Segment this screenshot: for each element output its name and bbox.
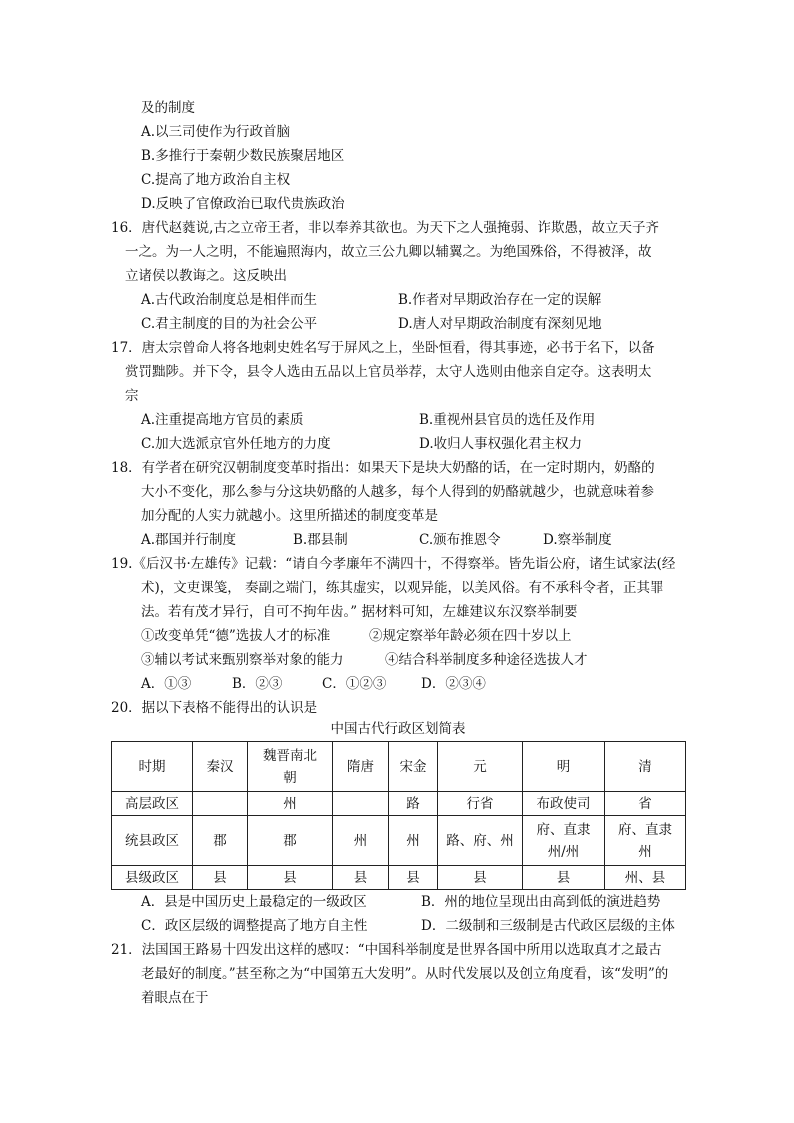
- q21-stem-line-3: 着眼点在于: [141, 990, 209, 1006]
- table-cell: 郡: [193, 816, 248, 866]
- header-cell: 隋唐: [333, 742, 389, 792]
- q15-stem-tail: 及的制度: [141, 100, 195, 116]
- table-cell: 统县政区: [112, 816, 193, 866]
- q18-stem-line-2: 大小不变化，那么参与分这块奶酪的人越多，每个人得到的奶酪就越少，也就意味着参: [141, 484, 654, 500]
- q17-stem-line-2: 赏罚黜陟。并下令，县令人选由五品以上官员举荐，太守人选则由他亲自定夺。这表明太: [125, 364, 652, 380]
- q18-option-a: A.郡国并行制度: [141, 532, 237, 548]
- q15-option-b: B.多推行于秦朝少数民族聚居地区: [141, 148, 345, 164]
- table-cell: 县: [248, 866, 333, 890]
- q17-option-b: B.重视州县官员的选任及作用: [419, 412, 596, 428]
- q18-stem-line-3: 加分配的人实力就越小。这里所描述的制度变革是: [141, 508, 438, 524]
- table-header-row: [112, 742, 686, 792]
- q19-stem-line-2: 术)，文吏课笺， 奏副之端门，练其虚实，以观异能，以美风俗。有不承科令者，正其罪: [141, 580, 664, 596]
- q19-option-b: B．②③: [232, 676, 283, 692]
- q16-stem-line-1: 16．唐代赵蕤说,古之立帝王者，非以奉养其欲也。为天下之人强掩弱、诈欺愚，故立天子齐: [111, 220, 659, 236]
- q20-option-c: C．政区层级的调整提高了地方自主性: [141, 918, 368, 934]
- q20-option-b: B．州的地位呈现出由高到低的演进趋势: [421, 894, 661, 910]
- header-cell: 魏晋南北朝: [248, 742, 333, 792]
- q19-option-d: D．②③④: [421, 676, 486, 692]
- q15-option-d: D.反映了官僚政治已取代贵族政治: [141, 196, 345, 212]
- header-cell: 宋金: [389, 742, 438, 792]
- q15-option-a: A.以三司使作为行政首脑: [141, 124, 291, 140]
- q17-option-a: A.注重提高地方官员的素质: [141, 412, 304, 428]
- q19-statement-1: ①改变单凭“德”选拔人才的标准: [141, 628, 331, 644]
- q16-option-b: B.作者对早期政治存在一定的误解: [398, 292, 602, 308]
- table-row: [112, 816, 686, 866]
- q15-option-c: C.提高了地方政治自主权: [141, 172, 291, 188]
- header-cell: 秦汉: [193, 742, 248, 792]
- table-cell: 州、县: [605, 866, 686, 890]
- q20-option-d: D．二级制和三级制是古代政区层级的主体: [421, 918, 675, 934]
- header-cell: 清: [605, 742, 686, 792]
- table-cell: [193, 792, 248, 816]
- table-cell: 郡: [248, 816, 333, 866]
- q19-stem-line-1: 19.《后汉书·左雄传》记载：“请自今孝廉年不满四十，不得察举。皆先诣公府，诸生试家法(经: [111, 556, 676, 572]
- table-cell: 县: [389, 866, 438, 890]
- q19-statement-4: ④结合科举制度多种途径选拔人才: [385, 652, 588, 668]
- table-cell: 布政使司: [523, 792, 605, 816]
- table-row: [112, 792, 686, 816]
- table-cell: 县级政区: [112, 866, 193, 890]
- table-cell: 县: [193, 866, 248, 890]
- q17-option-d: D.收归人事权强化君主权力: [419, 436, 583, 452]
- admin-division-table: [111, 741, 686, 890]
- q16-stem-line-2: 一之。为一人之明，不能遍照海内，故立三公九卿以辅翼之。为绝国殊俗，不得被泽，故: [125, 244, 652, 260]
- q16-stem-line-3: 立诸侯以教诲之。这反映出: [125, 268, 287, 284]
- table-cell: 路、府、州: [438, 816, 523, 866]
- q16-option-a: A.古代政治制度总是相伴而生: [141, 292, 318, 308]
- table-cell: 行省: [438, 792, 523, 816]
- table-title: 中国古代行政区划简表: [330, 721, 466, 737]
- table-cell: 府、直隶州/州: [523, 816, 605, 866]
- table-cell: 高层政区: [112, 792, 193, 816]
- q20-stem: 20．据以下表格不能得出的认识是: [111, 700, 318, 716]
- table-cell: 府、直隶州: [605, 816, 686, 866]
- header-cell: 元: [438, 742, 523, 792]
- table-cell: 县: [333, 866, 389, 890]
- table-cell: 县: [438, 866, 523, 890]
- q19-option-a: A．①③: [141, 676, 192, 692]
- q16-option-d: D.唐人对早期政治制度有深刻见地: [398, 316, 602, 332]
- table-cell: 州: [389, 816, 438, 866]
- table-cell: 省: [605, 792, 686, 816]
- table-cell: 路: [389, 792, 438, 816]
- q19-statement-3: ③辅以考试来甄别察举对象的能力: [141, 652, 344, 668]
- table-cell: 州: [248, 792, 333, 816]
- q18-option-d: D.察举制度: [543, 532, 612, 548]
- q18-stem-line-1: 18．有学者在研究汉朝制度变革时指出：如果天下是块大奶酪的话，在一定时期内，奶酪的: [111, 460, 655, 476]
- q18-option-c: C.颁布推恩令: [419, 532, 501, 548]
- q21-stem-line-2: 老最好的制度。”甚至称之为“中国第五大发明”。从时代发展以及创立角度看，该“发明”的: [141, 966, 669, 982]
- header-cell: 明: [523, 742, 605, 792]
- q21-stem-line-1: 21．法国国王路易十四发出这样的感叹：“中国科举制度是世界各国中所用以选取真才之最古: [111, 942, 662, 958]
- q17-option-c: C.加大选派京官外任地方的力度: [141, 436, 331, 452]
- q20-option-a: A．县是中国历史上最稳定的一级政区: [141, 894, 367, 910]
- q16-option-c: C.君主制度的目的为社会公平: [141, 316, 318, 332]
- q19-option-c: C．①②③: [322, 676, 387, 692]
- header-cell: 时期: [112, 742, 193, 792]
- table-cell: [333, 792, 389, 816]
- q17-stem-line-1: 17．唐太宗曾命人将各地刺史姓名写于屏风之上，坐卧恒看，得其事迹，必书于名下，以备: [111, 340, 655, 356]
- table-cell: 县: [523, 866, 605, 890]
- q19-statement-2: ②规定察举年龄必须在四十岁以上: [369, 628, 572, 644]
- q17-stem-line-3: 宗: [125, 388, 139, 404]
- table-row: [112, 866, 686, 890]
- q18-option-b: B.郡县制: [293, 532, 348, 548]
- q19-stem-line-3: 法。若有茂才异行，自可不拘年齿。” 据材料可知，左雄建议东汉察举制要: [141, 604, 578, 620]
- table-cell: 州: [333, 816, 389, 866]
